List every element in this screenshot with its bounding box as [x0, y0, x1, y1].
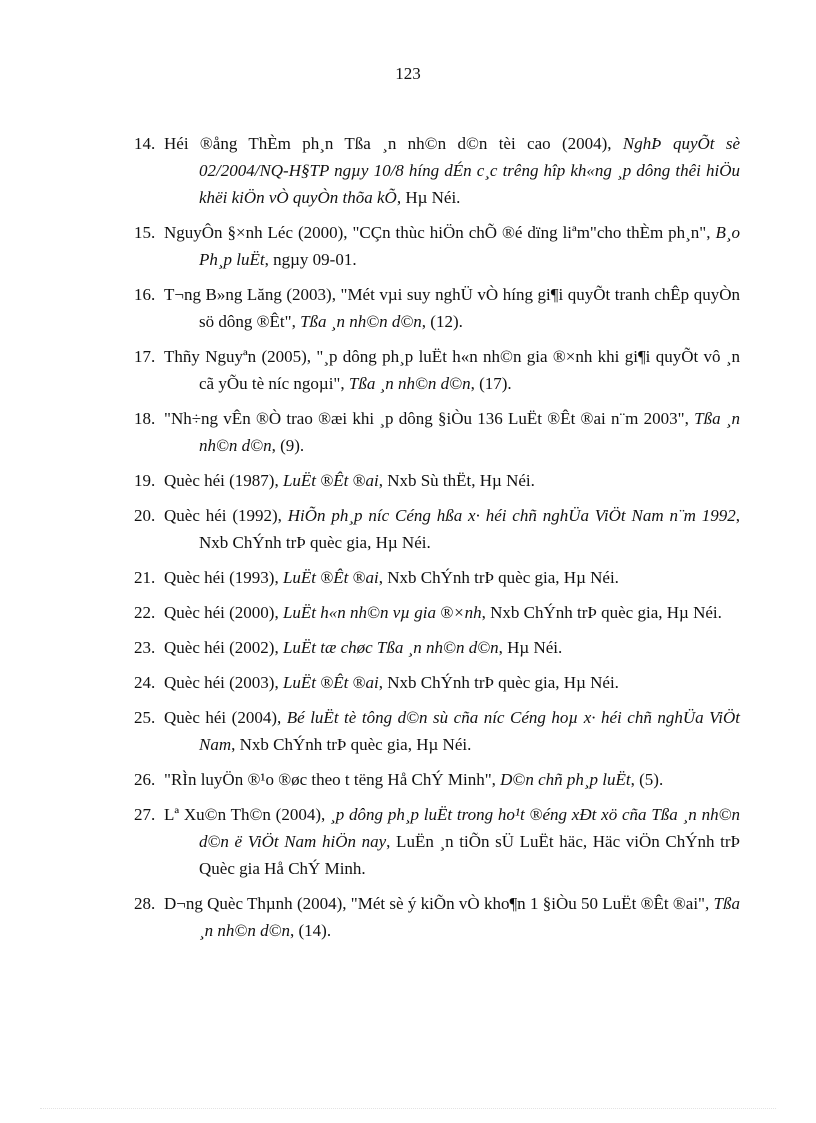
reference-title: Tßa ¸n nh©n d©n [199, 409, 740, 455]
reference-text [164, 130, 740, 211]
reference-number: 28. [134, 894, 156, 913]
reference-author: T¬ng B»ng Lăng (2003), "Mét vµi suy nghÜ vÒ híng gi¶i quyÕt tranh chÊp quyÒn sö dông ®Êt", [164, 285, 740, 331]
reference-author: Quèc héi (2004), [164, 708, 287, 727]
reference-text [164, 599, 740, 626]
reference-author: D¬ng Quèc Thµnh (2004), "Mét sè ý kiÕn vÒ kho¶n 1 §iÒu 50 LuËt ®Êt ®ai", [164, 894, 714, 913]
reference-author: Quèc héi (1992), [164, 506, 288, 525]
reference-item [134, 502, 740, 556]
reference-number: 17. [134, 347, 156, 366]
reference-publication: , Nxb ChÝnh trÞ quèc gia, Hµ Néi. [481, 603, 722, 622]
reference-number: 27. [134, 805, 156, 824]
reference-publication: , Nxb ChÝnh trÞ quèc gia, Hµ Néi. [231, 735, 472, 754]
reference-item [134, 564, 740, 591]
reference-number: 24. [134, 673, 156, 692]
reference-publication: , Nxb ChÝnh trÞ quèc gia, Hµ Néi. [378, 673, 619, 692]
reference-text [164, 890, 740, 944]
reference-text [164, 502, 740, 556]
reference-item [134, 467, 740, 494]
reference-number: 21. [134, 568, 156, 587]
reference-item [134, 130, 740, 211]
reference-publication: , Nxb ChÝnh trÞ quèc gia, Hµ Néi. [199, 506, 740, 552]
reference-list [134, 130, 740, 952]
reference-number: 25. [134, 708, 156, 727]
reference-text [164, 704, 740, 758]
reference-publication: , (12). [421, 312, 463, 331]
reference-author: "Nh÷ng vÊn ®Ò trao ®æi khi ¸p dông §iÒu 136 LuËt ®Êt ®ai n¨m 2003", [164, 409, 695, 428]
reference-text [164, 467, 740, 494]
reference-item [134, 669, 740, 696]
page-number: 123 [395, 64, 421, 83]
reference-title: Tßa ¸n nh©n d©n [348, 374, 471, 393]
reference-item [134, 219, 740, 273]
reference-item [134, 343, 740, 397]
reference-text [164, 219, 740, 273]
reference-text [164, 634, 740, 661]
reference-number: 23. [134, 638, 156, 657]
reference-author: NguyÔn §×nh Léc (2000), "CÇn thùc hiÖn chÕ ®é dïng liªm"cho thÈm ph¸n", [164, 223, 716, 242]
reference-author: Quèc héi (1993), [164, 568, 283, 587]
reference-title: Tßa ¸n nh©n d©n [199, 894, 740, 940]
reference-publication: , Nxb Sù thËt, Hµ Néi. [378, 471, 535, 490]
reference-text [164, 564, 740, 591]
reference-publication: , (17). [470, 374, 512, 393]
reference-title: LuËt h«n nh©n vµ gia ®×nh [282, 603, 482, 622]
reference-author: Quèc héi (1987), [164, 471, 283, 490]
reference-item [134, 281, 740, 335]
reference-publication: , (5). [630, 770, 664, 789]
reference-publication: , ngµy 09-01. [264, 250, 357, 269]
reference-author: "RÌn luyÖn ®¹o ®øc theo t tëng Hå ChÝ Minh", [164, 770, 501, 789]
reference-publication: , Hµ Néi. [498, 638, 563, 657]
reference-publication: , Nxb ChÝnh trÞ quèc gia, Hµ Néi. [378, 568, 619, 587]
reference-author: Quèc héi (2003), [164, 673, 283, 692]
reference-number: 18. [134, 409, 156, 428]
reference-author: Quèc héi (2002), [164, 638, 283, 657]
reference-text [164, 801, 740, 882]
reference-title: HiÕn ph¸p níc Céng hßa x· héi chñ nghÜa ViÖt Nam n¨m 1992 [287, 506, 736, 525]
reference-number: 16. [134, 285, 156, 304]
reference-text [164, 766, 740, 793]
reference-title: LuËt tæ chøc Tßa ¸n nh©n d©n [282, 638, 499, 657]
reference-number: 19. [134, 471, 156, 490]
reference-item [134, 890, 740, 944]
reference-item [134, 599, 740, 626]
reference-item [134, 634, 740, 661]
reference-item [134, 405, 740, 459]
reference-title: D©n chñ ph¸p luËt [500, 770, 631, 789]
reference-publication: , Hµ Néi. [396, 188, 461, 207]
reference-title: LuËt ®Êt ®ai [282, 673, 379, 692]
reference-number: 26. [134, 770, 156, 789]
reference-number: 22. [134, 603, 156, 622]
reference-number: 20. [134, 506, 156, 525]
reference-text [164, 343, 740, 397]
reference-author: Lª Xu©n Th©n (2004), [164, 805, 331, 824]
reference-title: B¸o Ph¸p luËt [199, 223, 740, 269]
reference-item [134, 801, 740, 882]
reference-title: LuËt ®Êt ®ai [282, 471, 379, 490]
reference-item [134, 704, 740, 758]
reference-publication: , (14). [290, 921, 332, 940]
reference-title: ¸p dông ph¸p luËt trong ho¹t ®éng xÐt xö cña Tßa ¸n nh©n d©n ë ViÖt Nam hiÖn nay [199, 805, 740, 851]
reference-title: LuËt ®Êt ®ai [282, 568, 379, 587]
reference-item [134, 766, 740, 793]
reference-text [164, 669, 740, 696]
page-bottom-divider [40, 1108, 776, 1109]
reference-text [164, 281, 740, 335]
reference-number: 15. [134, 223, 156, 242]
reference-author: Thñy Nguyªn (2005), "¸p dông ph¸p luËt h«n nh©n gia ®×nh khi gi¶i quyÕt vô ¸n cã yÕu tè níc ngoµi", [164, 347, 740, 393]
reference-publication: , LuËn ¸n tiÕn sÜ LuËt häc, Häc viÖn ChÝnh trÞ Quèc gia Hå ChÝ Minh. [199, 832, 741, 878]
reference-title: NghÞ quyÕt sè 02/2004/NQ-H§TP ngµy 10/8 híng dÉn c¸c trêng hîp kh«ng ¸p dông thêi hiÖu khëi kiÖn vÒ quyÒn thõa kÕ [199, 134, 741, 207]
reference-publication: , (9). [271, 436, 305, 455]
reference-title: Tßa ¸n nh©n d©n [300, 312, 422, 331]
reference-author: Héi ®ång ThÈm ph¸n Tßa ¸n nh©n d©n tèi cao (2004), [164, 134, 623, 153]
reference-text [164, 405, 740, 459]
reference-title: Bé luËt tè tông d©n sù cña níc Céng hoµ x· héi chñ nghÜa ViÖt Nam [199, 708, 740, 754]
reference-number: 14. [134, 134, 156, 153]
reference-author: Quèc héi (2000), [164, 603, 283, 622]
